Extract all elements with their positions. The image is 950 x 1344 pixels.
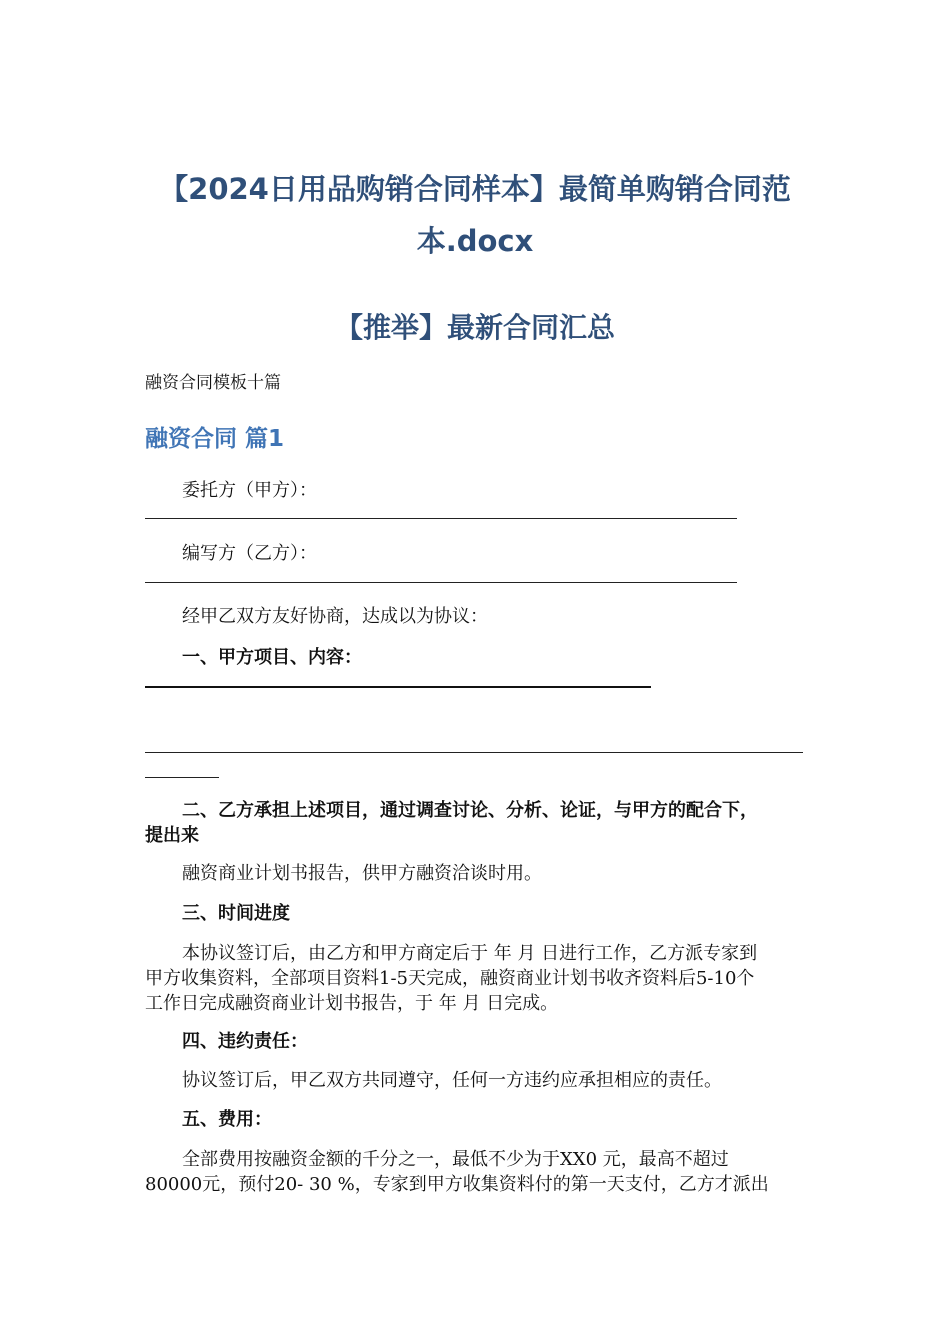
paragraph-3-line2: 甲方收集资料，全部项目资料1-5天完成，融资商业计划书收齐资料后5-10个 bbox=[145, 968, 755, 989]
paragraph-3-line3: 工作日完成融资商业计划书报告，于 年 月 日完成。 bbox=[145, 993, 559, 1014]
heading-1: 一、甲方项目、内容： bbox=[182, 647, 362, 668]
party-b-underline bbox=[145, 582, 737, 583]
heading-2-line2: 提出来 bbox=[145, 825, 199, 846]
section-heading: 融资合同 篇1 bbox=[145, 426, 285, 452]
paragraph-5-line1: 全部费用按融资金额的千分之一，最低不少为于XX0 元，最高不超过 bbox=[182, 1149, 729, 1170]
content-underline-1 bbox=[145, 752, 803, 753]
document-title-line1: 【2024日用品购销合同样本】最简单购销合同范 bbox=[159, 172, 791, 206]
heading-2-line1: 二、乙方承担上述项目，通过调查讨论、分析、论证，与甲方的配合下， bbox=[182, 800, 758, 821]
document-title-line2: 本.docx bbox=[416, 224, 534, 258]
agreement-text: 经甲乙双方友好协商，达成以为协议： bbox=[182, 606, 488, 627]
intro-text: 融资合同模板十篇 bbox=[145, 373, 281, 393]
party-a-underline bbox=[145, 518, 737, 519]
paragraph-2: 融资商业计划书报告，供甲方融资洽谈时用。 bbox=[182, 863, 542, 884]
paragraph-4: 协议签订后，甲乙双方共同遵守，任何一方违约应承担相应的责任。 bbox=[182, 1070, 722, 1091]
heading-3: 三、时间进度 bbox=[182, 903, 290, 924]
paragraph-5-line2: 80000元，预付20- 30 %，专家到甲方收集资料付的第一天支付，乙方才派出 bbox=[145, 1174, 769, 1195]
heading-1-underline bbox=[145, 686, 651, 688]
paragraph-3-line1: 本协议签订后，由乙方和甲方商定后于 年 月 日进行工作，乙方派专家到 bbox=[182, 943, 758, 964]
heading-4: 四、违约责任： bbox=[182, 1031, 308, 1052]
party-b-label: 编写方（乙方）： bbox=[182, 543, 317, 564]
content-underline-2 bbox=[145, 777, 219, 778]
party-a-label: 委托方（甲方）： bbox=[182, 480, 317, 501]
document-subtitle: 【推举】最新合同汇总 bbox=[334, 311, 615, 344]
heading-5: 五、费用： bbox=[182, 1109, 272, 1130]
